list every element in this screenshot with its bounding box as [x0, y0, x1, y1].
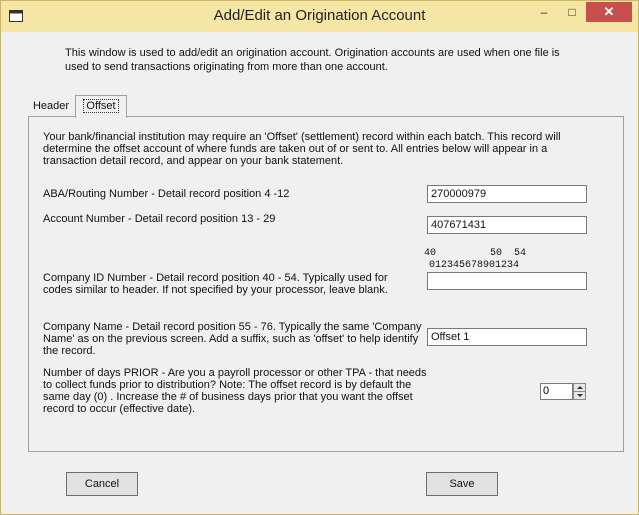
- save-button[interactable]: Save: [426, 472, 498, 496]
- intro-line: This window is used to add/edit an origination account. Origination accounts are used when one file is: [65, 47, 560, 59]
- label-line: Company ID Number - Detail record position 40 - 54. Typically used for: [43, 272, 388, 284]
- label-line: record to occur (effective date).: [43, 403, 196, 415]
- maximize-button[interactable]: □: [568, 5, 576, 19]
- company-id-label: [43, 272, 388, 296]
- aba-routing-input[interactable]: 270000979: [427, 185, 587, 203]
- description-line: Your bank/financial institution may require an 'Offset' (settlement) record within each batch. This record will: [43, 131, 561, 143]
- aba-routing-label: ABA/Routing Number - Detail record position 4 -12: [43, 188, 290, 200]
- description-line: determine the offset account of where funds are taken out of or sent to. All entries below will appear in a: [43, 143, 548, 155]
- tab-header[interactable]: [28, 96, 74, 116]
- dialog-content: [8, 32, 631, 507]
- days-prior-spinner[interactable]: [540, 383, 585, 400]
- position-ruler-bottom: 012345678901234: [429, 260, 520, 271]
- spin-down-arrow-icon[interactable]: [573, 391, 586, 400]
- label-line: Number of days PRIOR - Are you a payroll processor or other TPA - that needs: [43, 367, 427, 379]
- label-line: same day (0) . Increase the # of business days prior that you want the offset: [43, 391, 413, 403]
- company-name-input[interactable]: Offset 1: [427, 328, 587, 346]
- tab-offset[interactable]: [75, 95, 127, 118]
- company-id-input[interactable]: [427, 272, 587, 290]
- company-name-label: [43, 321, 422, 357]
- days-prior-label: [43, 367, 427, 415]
- label-line: codes similar to header. If not specified by your processor, leave blank.: [43, 284, 388, 296]
- account-number-input[interactable]: 407671431: [427, 216, 587, 234]
- description-line: transaction detail record, and appear on your bank statement.: [43, 155, 344, 167]
- label-line: Name' as on the previous screen. Add a suffix, such as 'offset' to help identify: [43, 333, 419, 345]
- tab-header-label: Header: [32, 100, 70, 112]
- offset-tab-panel: [28, 116, 624, 452]
- cancel-button[interactable]: Cancel: [66, 472, 138, 496]
- days-prior-input[interactable]: 0: [540, 383, 573, 400]
- minimize-button[interactable]: –: [540, 5, 548, 19]
- position-ruler-top: 40 50 54: [424, 248, 527, 259]
- close-button[interactable]: ✕: [586, 2, 632, 22]
- account-number-label: Account Number - Detail record position 13 - 29: [43, 213, 276, 225]
- tab-offset-label: Offset: [86, 100, 116, 112]
- window-title: Add/Edit an Origination Account: [213, 7, 426, 24]
- offset-description: [43, 131, 561, 167]
- intro-text: [65, 46, 585, 74]
- intro-line: used to send transactions originating from more than one account.: [65, 61, 388, 73]
- label-line: Company Name - Detail record position 55 - 76. Typically the same 'Company: [43, 321, 422, 333]
- label-line: the record.: [43, 345, 96, 357]
- title-bar[interactable]: [1, 1, 638, 32]
- label-line: to collect funds prior to distribution? Note: The offset record is by default the: [43, 379, 412, 391]
